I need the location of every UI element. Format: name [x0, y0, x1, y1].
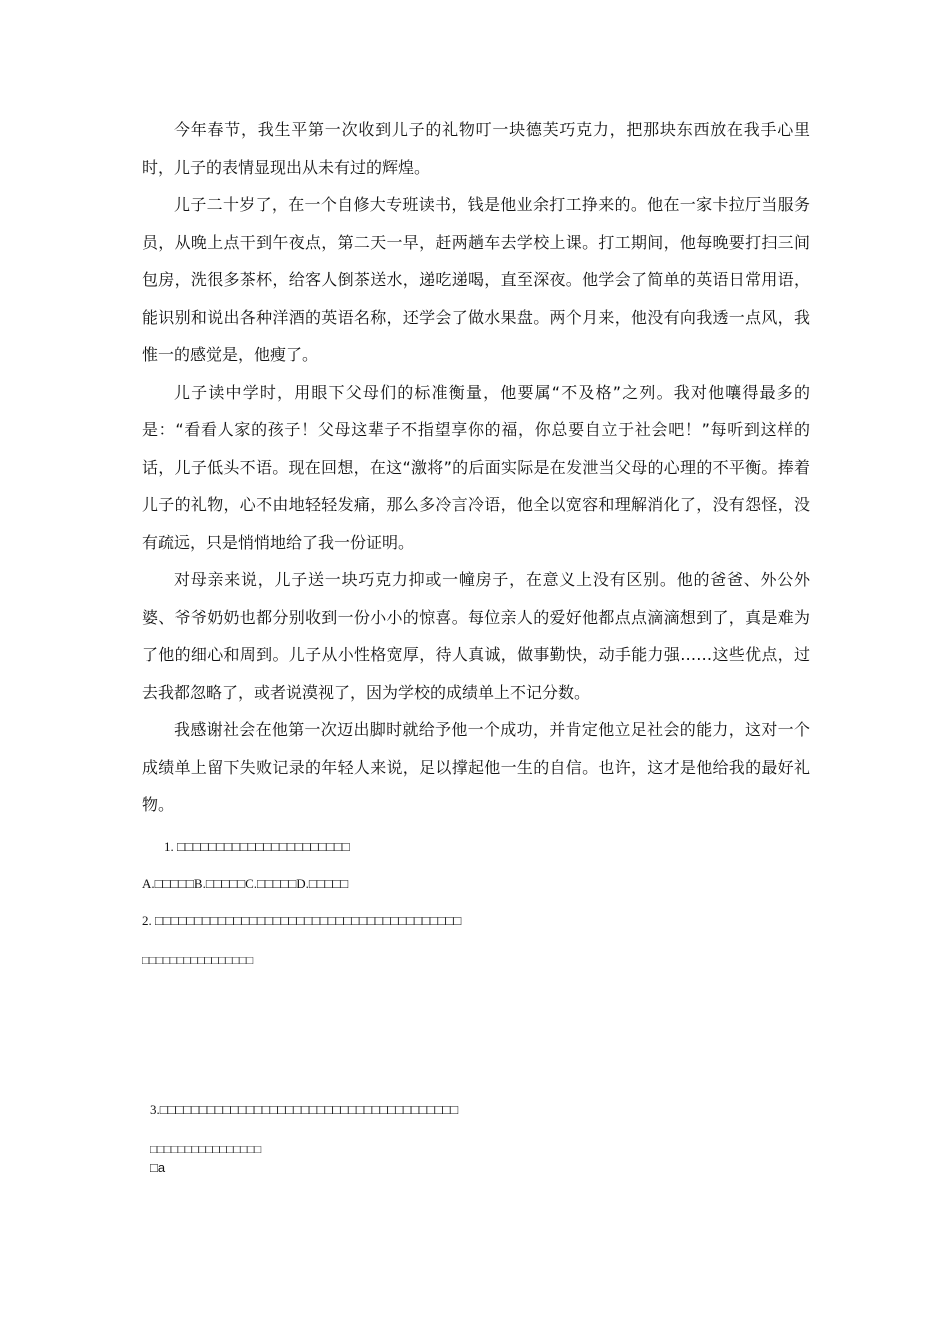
- question-3: 3.□□□□□□□□□□□□□□□□□□□□□□□□□□□□□□□□□□□□□□: [150, 1102, 459, 1117]
- question-1-options: A.□□□□□B.□□□□□C.□□□□□D.□□□□□: [142, 876, 349, 891]
- question-2-note: □□□□□□□□□□□□□□□□: [142, 955, 254, 967]
- question-3-note: □□□□□□□□□□□□□□□□: [150, 1144, 262, 1156]
- paragraph-4: 对母亲来说，儿子送一块巧克力抑或一幢房子，在意义上没有区别。他的爸爸、外公外婆、爷爷奶奶也都分别收到一份小小的惊喜。每位亲人的爱好他都点点滴滴想到了，真是难为了他的细心和周到。儿子从小性格宽厚，待人真诚，做事勤快，动手能力强……这些优点，过去我都忽略了，或者说漠视了，因为学校的成绩单上不记分数。: [142, 570, 810, 702]
- paragraph-5: 我感谢社会在他第一次迈出脚时就给予他一个成功，并肯定他立足社会的能力，这对一个成绩单上留下失败记录的年轻人来说，足以撑起他一生的自信。也许，这才是他给我的最好礼物。: [142, 720, 810, 814]
- question-3-answer: □a: [150, 1160, 166, 1175]
- question-2: 2. □□□□□□□□□□□□□□□□□□□□□□□□□□□□□□□□□□□□□□□: [142, 913, 462, 928]
- paragraph-1: 今年春节，我生平第一次收到儿子的礼物叮一块德芙巧克力，把那块东西放在我手心里时，儿子的表情显现出从未有过的辉煌。: [142, 120, 810, 177]
- question-1: 1. □□□□□□□□□□□□□□□□□□□□□□: [164, 839, 350, 854]
- article-body: [142, 111, 810, 824]
- paragraph-3: 儿子读中学时，用眼下父母们的标准衡量，他要属“不及格”之列。我对他嚷得最多的是：“看看人家的孩子！父母这辈子不指望享你的福，你总要自立于社会吧！”每听到这样的话，儿子低头不语。现在回想，在这“激将”的后面实际是在发泄当父母的心理的不平衡。捧着儿子的礼物，心不由地轻轻发痛，那么多冷言冷语，他全以宽容和理解消化了，没有怨怪，没有疏远，只是悄悄地给了我一份证明。: [142, 382, 810, 552]
- paragraph-2: 儿子二十岁了，在一个自修大专班读书，钱是他业余打工挣来的。他在一家卡拉厅当服务员，从晚上点干到午夜点，第二天一早，赶两趟车去学校上课。打工期间，他每晚要打扫三间包房，洗很多茶杯，给客人倒茶送水，递吃递喝，直至深夜。他学会了简单的英语日常用语，能识别和说出各种洋酒的英语名称，还学会了做水果盘。两个月来，他没有向我透一点风，我惟一的感觉是，他瘦了。: [142, 195, 810, 364]
